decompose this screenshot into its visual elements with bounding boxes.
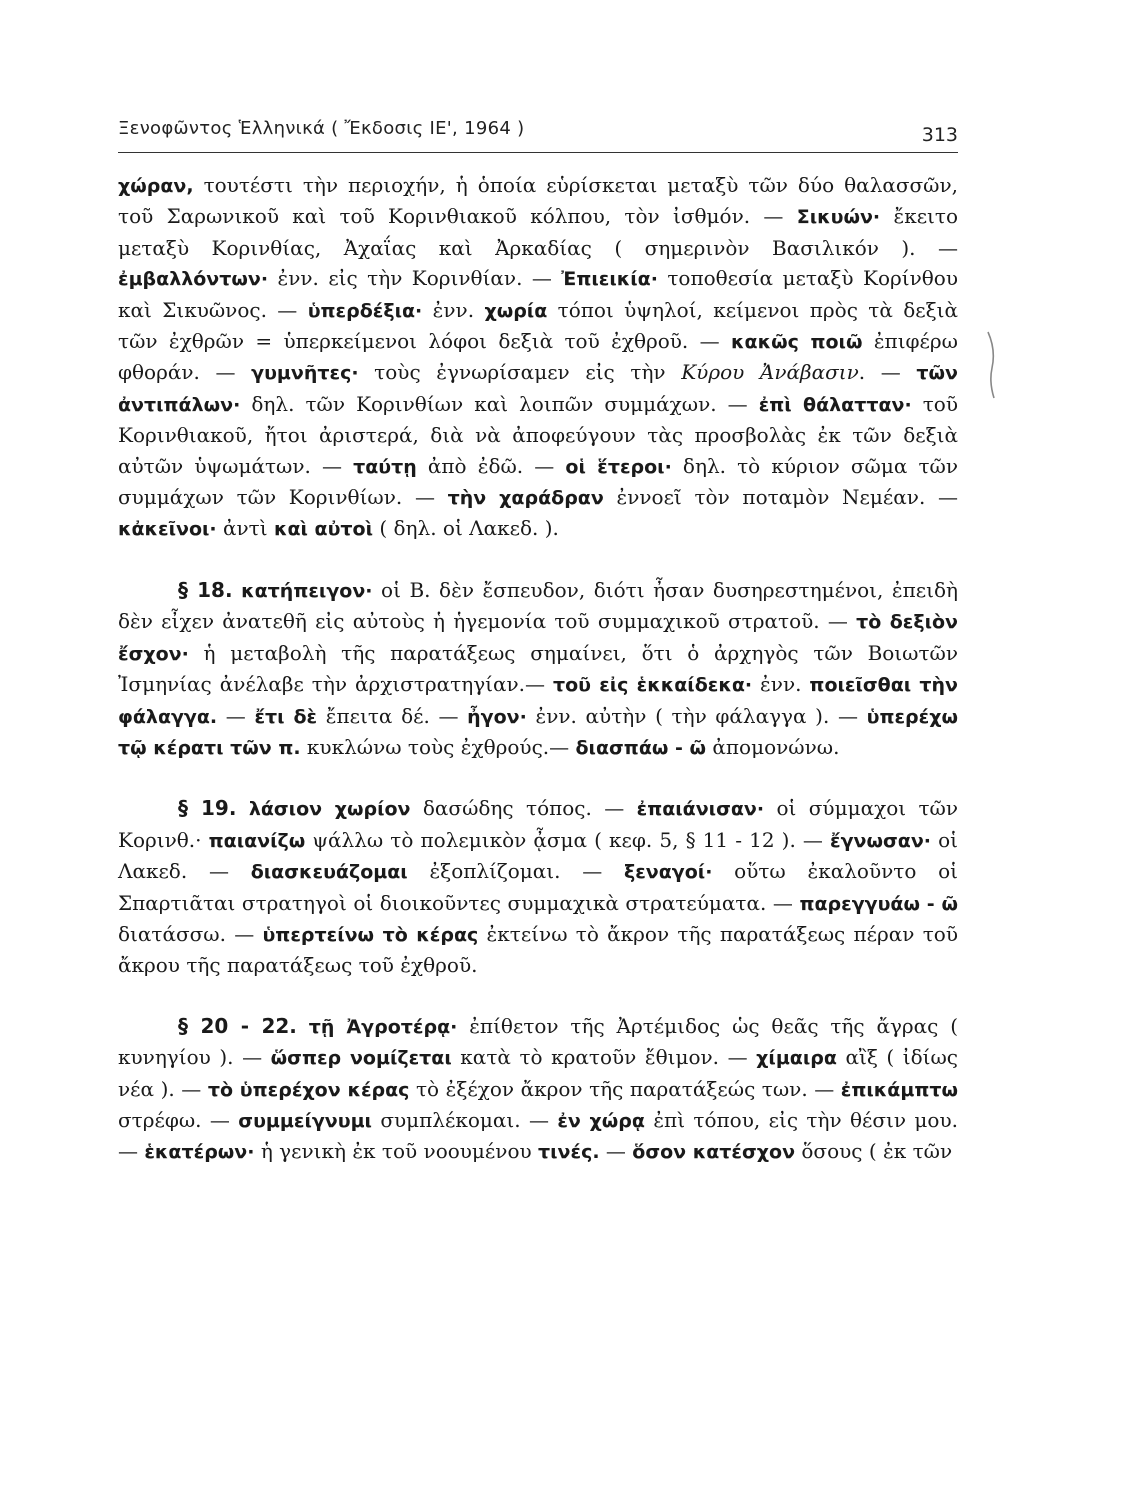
- lemma-term: ἑκατέρων·: [144, 1141, 255, 1164]
- paragraph-section-20-22: [118, 1011, 958, 1168]
- lemma-term: ὅσον κατέσχον: [632, 1141, 796, 1164]
- gloss-text: . —: [858, 360, 917, 385]
- gloss-text: οἱ Λακεδ. —: [118, 827, 958, 884]
- section-number: § 18.: [178, 577, 233, 602]
- lemma-term: χώραν,: [118, 175, 194, 197]
- gloss-text: ψάλλω τὸ πολεμικὸν ᾆσμα ( κεφ. 5, § 11 - 12 ). —: [305, 827, 831, 852]
- gloss-text: ἀντὶ: [216, 516, 274, 541]
- lemma-term: Σικυών·: [796, 206, 881, 229]
- gloss-text: ἔπειτα δέ. —: [317, 703, 468, 728]
- page-header: [118, 104, 958, 153]
- lemma-term: ἦγον·: [467, 705, 527, 728]
- gloss-text: ἀπομονώνω.: [706, 734, 840, 759]
- gloss-text: ἐπιφέρω φθοράν. —: [118, 329, 958, 385]
- lemma-term: παρεγγυάω - ῶ: [799, 892, 958, 915]
- gloss-text: τόποι ὑψηλοί, κείμενοι πρὸς τὰ δεξιὰ τῶν ἐχθρῶν = ὑπερκείμενοι λόφοι δεξιὰ τοῦ ἐχθροῦ. —: [118, 297, 958, 354]
- lemma-term: ταύτῃ: [353, 455, 417, 478]
- gloss-text: ἐνν. εἰς τὴν Κορινθίαν. —: [268, 266, 562, 291]
- gloss-text: ἡ γενικὴ ἐκ τοῦ νοουμένου: [254, 1139, 539, 1164]
- gloss-text: κυκλώνω τοὺς ἐχθρούς.—: [300, 734, 576, 759]
- lemma-term: ὑπερέχω τῷ κέρατι τῶν π.: [118, 705, 959, 759]
- gloss-text: ἐπὶ τόπου, εἰς τὴν θέσιν μου. —: [118, 1107, 958, 1164]
- gloss-text: ἐπίθετον τῆς Ἀρτέμιδος ὡς θεᾶς τῆς ἄγρας ( κυνηγίου ). —: [118, 1013, 959, 1070]
- lemma-term: ἐν χώρᾳ: [557, 1109, 645, 1132]
- gloss-text: οἱ σύμμαχοι τῶν Κορινθ.·: [118, 796, 958, 852]
- gloss-text: κατὰ τὸ κρατοῦν ἔθιμον. —: [451, 1045, 757, 1070]
- lemma-term: τινές.: [538, 1141, 600, 1164]
- paragraph-section-18: [118, 575, 958, 763]
- gloss-text: ἀπὸ ἐδῶ. —: [416, 453, 566, 478]
- lemma-term: γυμνῆτες·: [251, 362, 359, 385]
- lemma-term: ἔτι δὲ: [254, 705, 318, 728]
- lemma-term: καὶ αὐτοὶ: [273, 518, 373, 541]
- gloss-text: τοὺς ἐγνωρίσαμεν εἰς τὴν: [358, 360, 682, 385]
- gloss-text: οἱ Β. δὲν ἔσπευδον, διότι ἦσαν δυσηρεστημένοι, ἐπειδὴ δὲν εἶχεν ἀνατεθῆ εἰς αὐτοὺς ἡ ἡγεμονία τοῦ συμμαχικοῦ στρατοῦ. —: [118, 577, 958, 634]
- lemma-term: τὴν χαράδραν: [447, 487, 604, 510]
- gloss-text: ( δηλ. οἱ Λακεδ. ).: [373, 516, 559, 541]
- gloss-text: τοποθεσία μεταξὺ Κορίνθου καὶ Σικυῶνος. —: [118, 266, 958, 322]
- lemma-term: τοῦ εἰς ἑκκαίδεκα·: [552, 674, 753, 697]
- lemma-term: ὥσπερ νομίζεται: [270, 1047, 452, 1070]
- gloss-text: ἐνν.: [422, 297, 485, 322]
- lemma-term: ξεναγοί·: [624, 861, 713, 884]
- gloss-text: διατάσσω. —: [118, 921, 263, 946]
- gloss-text: τὸ ἐξέχον ἄκρον τῆς παρατάξεώς των. —: [409, 1076, 841, 1101]
- lemma-term: κατήπειγον·: [241, 579, 373, 602]
- lemma-term: Ἐπιεικία·: [561, 268, 658, 291]
- lemma-term: ἔγνωσαν·: [830, 829, 931, 852]
- gloss-text: ἐκτείνω τὸ ἄκρον τῆς παρατάξεως πέραν τοῦ ἄκρου τῆς παρατάξεως τοῦ ἐχθροῦ.: [118, 921, 958, 978]
- lemma-term: ἐμβαλλόντων·: [118, 268, 269, 291]
- gloss-text: στρέφω. —: [118, 1107, 239, 1132]
- paragraph-notes-continued: [118, 170, 958, 545]
- gloss-text: ὅσους ( ἐκ τῶν: [795, 1139, 953, 1164]
- page-number: 313: [921, 124, 958, 146]
- gloss-text: —: [217, 703, 255, 728]
- lemma-term: κἀκεῖνοι·: [118, 518, 217, 541]
- lemma-term: παιανίζω: [208, 829, 306, 852]
- gloss-text: ἡ μεταβολὴ τῆς παρατάξεως σημαίνει, ὅτι ὁ ἀρχηγὸς τῶν Βοιωτῶν Ἰσμηνίας ἀνέλαβε τὴν ἀρχιστρατηγίαν.—: [118, 640, 958, 697]
- lemma-term: χωρία: [484, 299, 548, 322]
- gloss-text: ἐξοπλίζομαι. —: [407, 859, 624, 884]
- lemma-term: συμμείγνυμι: [238, 1109, 372, 1132]
- lemma-term: ποιεῖσθαι τὴν φάλαγγα.: [118, 674, 959, 728]
- paragraph-section-19: [118, 793, 958, 980]
- gloss-text: [236, 796, 248, 820]
- gloss-text: ἔκειτο μεταξὺ Κορινθίας, Ἀχαΐας καὶ Ἀρκαδίας ( σημερινὸν Βασιλικόν ). —: [118, 204, 958, 260]
- lemma-term: ἐπικάμπτω: [840, 1078, 958, 1101]
- lemma-term: ἐπὶ θάλατταν·: [758, 393, 912, 416]
- gloss-text: [233, 578, 242, 602]
- lemma-term: λάσιον χωρίον: [248, 798, 411, 821]
- lemma-term: διασπάω - ῶ: [575, 736, 707, 759]
- lemma-term: τῶν ἀντιπάλων·: [118, 362, 958, 416]
- lemma-term: ὑπερτείνω τὸ κέρας: [262, 923, 479, 946]
- lemma-term: ὑπερδέξια·: [307, 299, 423, 322]
- italic-title: Κύρου Ἀνάβασιν: [681, 360, 859, 385]
- lemma-term: κακῶς ποιῶ: [731, 331, 863, 354]
- section-number: § 19.: [178, 796, 237, 821]
- gloss-text: τουτέστι τὴν περιοχήν, ἡ ὁποία εὑρίσκεται μεταξὺ τῶν δύο θαλασσῶν, τοῦ Σαρωνικοῦ καὶ τοῦ Κορινθιακοῦ κόλπου, τὸν ἰσθμόν. —: [118, 173, 958, 229]
- gloss-text: δασώδης τόπος. —: [410, 796, 637, 821]
- commentary-body: [118, 170, 958, 1168]
- gloss-text: ἐννοεῖ τὸν ποταμὸν Νεμέαν. —: [603, 485, 958, 510]
- lemma-term: διασκευάζομαι: [250, 861, 408, 884]
- section-number: § 20 - 22.: [178, 1013, 297, 1038]
- gloss-text: αἲξ ( ἰδίως νέα ). —: [118, 1045, 958, 1101]
- gloss-text: δηλ. τῶν Κορινθίων καὶ λοιπῶν συμμάχων. —: [240, 391, 759, 416]
- gloss-text: τοῦ Κορινθιακοῦ, ἤτοι ἀριστερά, διὰ νὰ ἀποφεύγουν τὰς προσβολὰς ἐκ τῶν δεξιὰ αὐτῶν ὑψωμάτων. —: [118, 391, 958, 478]
- gloss-text: συμπλέκομαι. —: [371, 1107, 558, 1132]
- lemma-term: οἱ ἕτεροι·: [565, 455, 672, 478]
- gloss-text: οὕτω ἐκαλοῦντο οἱ Σπαρτιᾶται στρατηγοὶ οἱ διοικοῦντες συμμαχικὰ στρατεύματα. —: [118, 859, 959, 915]
- gloss-text: —: [599, 1139, 633, 1164]
- lemma-term: τὸ ὑπερέχον κέρας: [207, 1078, 410, 1101]
- lemma-term: τὸ δεξιὸν ἔσχον·: [118, 611, 958, 665]
- gloss-text: δηλ. τὸ κύριον σῶμα τῶν συμμάχων τῶν Κορινθίων. —: [118, 453, 959, 510]
- lemma-term: τῇ Ἀγροτέρᾳ·: [308, 1015, 458, 1038]
- gloss-text: [297, 1014, 309, 1038]
- margin-bracket-mark: [984, 330, 1002, 400]
- lemma-term: χίμαιρα: [756, 1047, 837, 1070]
- gloss-text: ἐνν.: [752, 672, 810, 697]
- running-head: Ξενοφῶντος Ἑλληνικά ( Ἔκδοσις ΙΕ', 1964 ): [118, 118, 525, 139]
- lemma-term: ἐπαιάνισαν·: [636, 798, 765, 821]
- gloss-text: ἐνν. αὐτὴν ( τὴν φάλαγγα ). —: [526, 703, 867, 728]
